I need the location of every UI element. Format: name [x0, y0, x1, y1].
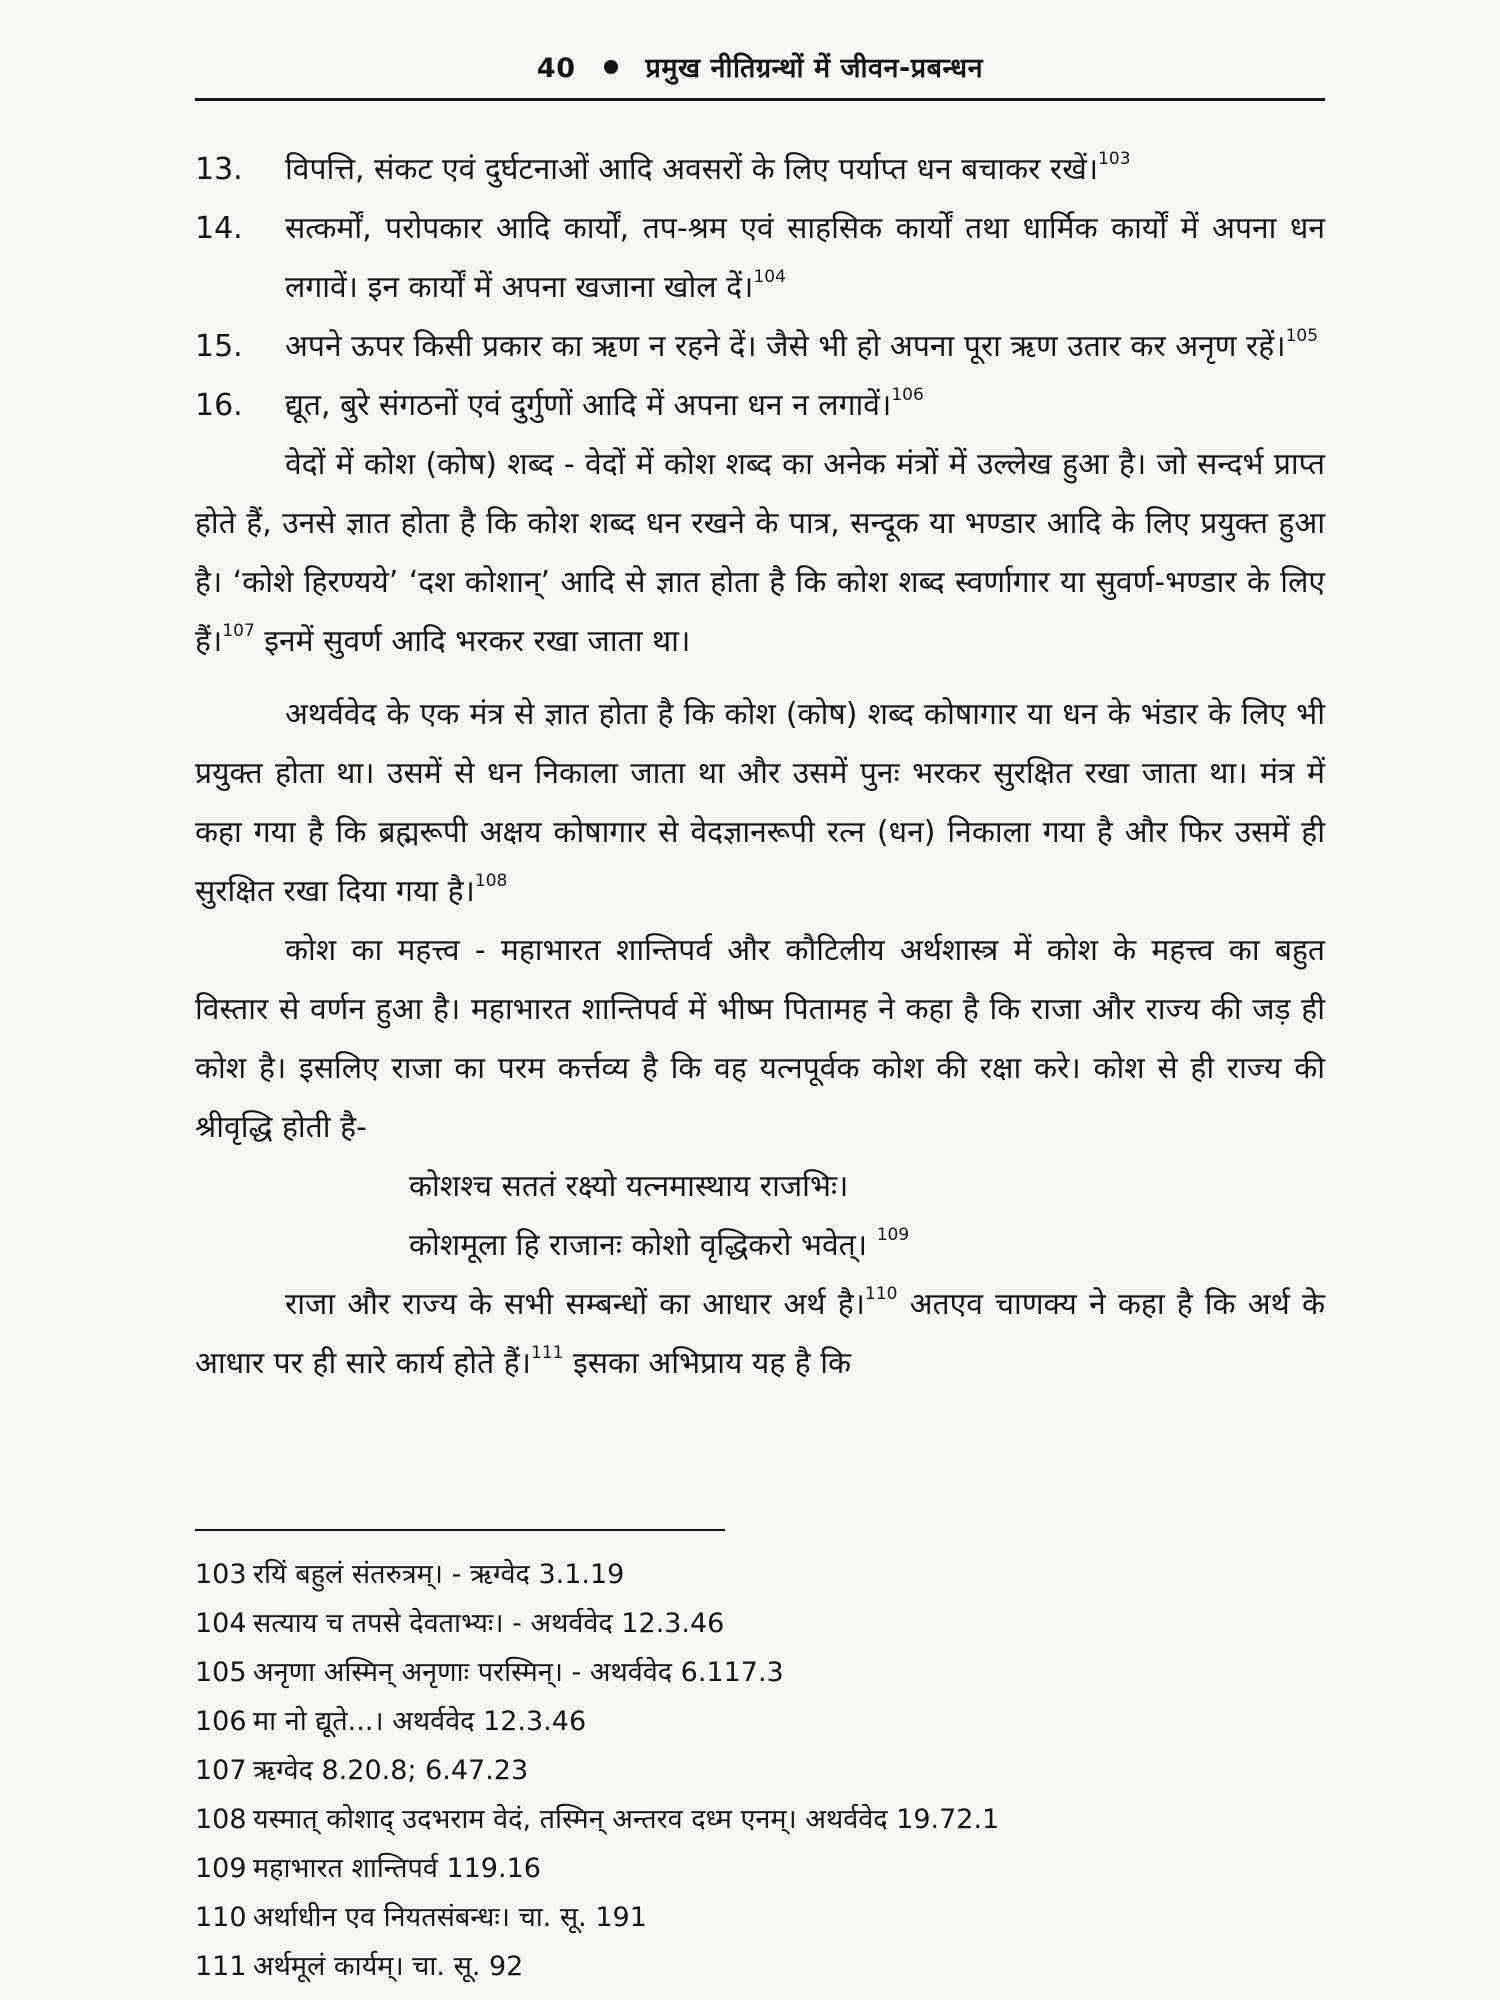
- list-item: [195, 376, 1325, 435]
- bullet-dot-icon: [604, 60, 618, 74]
- footnote-ref[interactable]: 111: [531, 1343, 564, 1363]
- footnote-text: महाभारत शान्तिपर्व 119.16: [253, 1853, 541, 1884]
- footnote-ref[interactable]: 103: [1098, 149, 1131, 169]
- footnote-ref[interactable]: 104: [753, 267, 786, 287]
- paragraph-text: अतएव चाणक्य ने कहा है कि अर्थ के आधार पर ही सारे कार्य होते हैं।: [195, 1287, 1325, 1381]
- header-rule: [195, 98, 1325, 101]
- paragraph-text: वेदों में कोश (कोष) शब्द - वेदों में कोश शब्द का अनेक मंत्रों में उल्लेख हुआ है। जो सन्दर्भ प्राप्त होते हैं, उनसे ज्ञात होता है कि कोश शब्द धन रखने के पात्र, सन्दूक या भण्डार आदि के लिए प्रयुक्त हुआ है। ‘कोशे हिरण्यये’ ‘दश कोशान्’ आदि से ज्ञात होता है कि कोश शब्द स्वर्णागार या सुवर्ण-भण्डार के लिए हैं।: [195, 447, 1325, 659]
- footnote-text: ऋग्वेद 8.20.8; 6.47.23: [253, 1755, 529, 1786]
- verse-line: कोशश्च सततं रक्ष्यो यत्नमास्थाय राजभिः।: [409, 1169, 849, 1204]
- running-header: [195, 48, 1325, 85]
- footnote-number: 104: [195, 1608, 247, 1639]
- footnotes: [195, 1550, 1325, 1991]
- footnote-number: 107: [195, 1755, 247, 1786]
- footnote-rule: [195, 1529, 725, 1531]
- list-item-text: सत्कर्मों, परोपकार आदि कार्यों, तप-श्रम एवं साहसिक कार्यों तथा धार्मिक कार्यों में अपना धन लगावें। इन कार्यों में अपना खजाना खोल दें।: [285, 211, 1325, 305]
- body-text: [195, 140, 1325, 1393]
- footnote: [195, 1893, 1325, 1942]
- footnote-text: यस्मात् कोशाद् उदभराम वेदं, तस्मिन् अन्तरव दध्म एनम्। अथर्ववेद 19.72.1: [253, 1804, 1000, 1835]
- paragraph-kosha-importance: [195, 921, 1325, 1157]
- list-item: [195, 199, 1325, 317]
- footnote-ref[interactable]: 107: [222, 621, 255, 641]
- footnote: [195, 1795, 1325, 1844]
- page-number: 40: [536, 53, 576, 84]
- footnote: [195, 1942, 1325, 1991]
- footnote-text: अनृणा अस्मिन् अनृणाः परस्मिन्। - अथर्ववेद 6.117.3: [253, 1657, 784, 1688]
- footnote-ref[interactable]: 106: [891, 385, 924, 405]
- list-item-text: द्यूत, बुरे संगठनों एवं दुर्गुणों आदि में अपना धन न लगावें।: [285, 388, 892, 423]
- list-item-number: 15.: [195, 329, 243, 364]
- running-title: प्रमुख नीतिग्रन्थों में जीवन-प्रबन्धन: [645, 53, 984, 84]
- footnote-number: 108: [195, 1804, 247, 1835]
- footnote: [195, 1550, 1325, 1599]
- footnote-number: 105: [195, 1657, 247, 1688]
- paragraph-atharvaveda: [195, 685, 1325, 921]
- paragraph-text: कोश का महत्त्व - महाभारत शान्तिपर्व और कौटिलीय अर्थशास्त्र में कोश के महत्त्व का बहुत विस्तार से वर्णन हुआ है। महाभारत शान्तिपर्व में भीष्म पितामह ने कहा है कि राजा और राज्य की जड़ ही कोश है। इसलिए राजा का परम कर्त्तव्य है कि वह यत्नपूर्वक कोश की रक्षा करे। कोश से ही राज्य की श्रीवृद्धि होती है-: [195, 933, 1325, 1145]
- footnote: [195, 1697, 1325, 1746]
- footnote-text: अर्थाधीन एव नियतसंबन्धः। चा. सू. 191: [253, 1902, 647, 1933]
- footnote-text: मा नो द्यूते...। अथर्ववेद 12.3.46: [253, 1706, 587, 1737]
- list-item-number: 16.: [195, 388, 243, 423]
- paragraph-text: इसका अभिप्राय यह है कि: [563, 1346, 852, 1381]
- footnote: [195, 1648, 1325, 1697]
- sanskrit-verse: [195, 1157, 1325, 1275]
- list-item: [195, 140, 1325, 199]
- footnote: [195, 1746, 1325, 1795]
- footnote-ref[interactable]: 105: [1285, 326, 1319, 346]
- footnote-number: 111: [195, 1951, 247, 1982]
- footnote: [195, 1844, 1325, 1893]
- footnote-ref[interactable]: 108: [474, 871, 508, 891]
- footnote-ref[interactable]: 109: [876, 1225, 910, 1245]
- footnote-number: 109: [195, 1853, 247, 1884]
- paragraph-artha-basis: [195, 1275, 1325, 1393]
- paragraph-text: इनमें सुवर्ण आदि भरकर रखा जाता था।: [254, 624, 691, 659]
- footnote: [195, 1599, 1325, 1648]
- verse-line: कोशमूला हि राजानः कोशो वृद्धिकरो भवेत्।: [409, 1228, 868, 1263]
- footnote-text: सत्याय च तपसे देवताभ्यः। - अथर्ववेद 12.3.46: [253, 1608, 725, 1639]
- footnote-number: 106: [195, 1706, 247, 1737]
- list-item-text: अपने ऊपर किसी प्रकार का ऋण न रहने दें। जैसे भी हो अपना पूरा ऋण उतार कर अनृण रहें।: [285, 329, 1286, 364]
- footnote-text: रयिं बहुलं संतरुत्रम्। - ऋग्वेद 3.1.19: [253, 1559, 625, 1590]
- list-item-number: 13.: [195, 152, 243, 187]
- footnote-number: 103: [195, 1559, 247, 1590]
- list-item: [195, 317, 1325, 376]
- paragraph-text: राजा और राज्य के सभी सम्बन्धों का आधार अर्थ है।: [285, 1287, 865, 1322]
- footnote-number: 110: [195, 1902, 247, 1933]
- list-item-number: 14.: [195, 211, 243, 246]
- paragraph-kosha-in-vedas: [195, 435, 1325, 671]
- footnote-text: अर्थमूलं कार्यम्। चा. सू. 92: [253, 1951, 524, 1982]
- paragraph-text: अथर्ववेद के एक मंत्र से ज्ञात होता है कि कोश (कोष) शब्द कोषागार या धन के भंडार के लिए भी प्रयुक्त होता था। उसमें से धन निकाला जाता था और उसमें पुनः भरकर सुरक्षित रखा जाता था। मंत्र में कहा गया है कि ब्रह्मरूपी अक्षय कोषागार से वेदज्ञानरूपी रत्न (धन) निकाला गया है और फिर उसमें ही सुरक्षित रखा दिया गया है।: [195, 697, 1325, 909]
- footnote-ref[interactable]: 110: [865, 1284, 898, 1304]
- list-item-text: विपत्ति, संकट एवं दुर्घटनाओं आदि अवसरों के लिए पर्याप्त धन बचाकर रखें।: [285, 152, 1099, 187]
